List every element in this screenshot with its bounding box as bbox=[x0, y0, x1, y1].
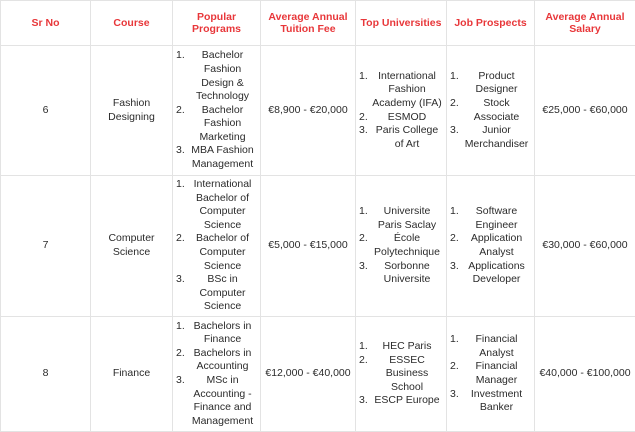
cell-jobs bbox=[447, 46, 535, 176]
jobs-list bbox=[450, 70, 531, 152]
cell-jobs bbox=[447, 176, 535, 317]
cell-programs bbox=[173, 46, 261, 176]
header-row bbox=[1, 1, 635, 46]
list-item: Software Engineer bbox=[475, 205, 518, 231]
table-row bbox=[1, 316, 635, 431]
header-universities: Top Universities bbox=[356, 1, 447, 46]
header-fee: Average Annual Tuition Fee bbox=[261, 1, 356, 46]
universities-list bbox=[359, 205, 443, 287]
list-item: ESCP Europe bbox=[374, 394, 440, 407]
programs-list bbox=[176, 178, 257, 314]
cell-fee: €12,000 - €40,000 bbox=[261, 316, 356, 431]
cell-salary: €30,000 - €60,000 bbox=[535, 176, 635, 317]
list-item: École Polytechnique bbox=[374, 232, 440, 258]
list-item: ESMOD bbox=[387, 110, 427, 123]
cell-fee: €5,000 - €15,000 bbox=[261, 176, 356, 317]
list-item: Financial Analyst bbox=[475, 333, 518, 359]
list-item: Sorbonne Universite bbox=[383, 259, 431, 286]
list-item: Stock Associate bbox=[473, 96, 520, 123]
header-jobs: Job Prospects bbox=[447, 1, 535, 46]
list-item: MBA Fashion Management bbox=[191, 144, 254, 171]
table-row bbox=[1, 46, 635, 176]
list-item: Bachelor of Computer Science bbox=[195, 232, 250, 272]
list-item: Universite Paris Saclay bbox=[377, 205, 437, 231]
jobs-list bbox=[450, 333, 531, 415]
list-item: International Fashion Academy (IFA) bbox=[372, 69, 442, 109]
cell-srno: 8 bbox=[1, 316, 91, 431]
cell-fee: €8,900 - €20,000 bbox=[261, 46, 356, 176]
cell-salary: €25,000 - €60,000 bbox=[535, 46, 635, 176]
universities-list bbox=[359, 340, 443, 408]
cell-srno: 7 bbox=[1, 176, 91, 317]
list-item: Bachelor Fashion Design & Technology bbox=[195, 49, 250, 103]
list-item: Junior Merchandiser bbox=[464, 124, 529, 150]
list-item: Product Designer bbox=[475, 69, 518, 96]
cell-programs bbox=[173, 316, 261, 431]
list-item: Investment Banker bbox=[470, 387, 523, 414]
programs-list bbox=[176, 320, 257, 429]
table-row bbox=[1, 176, 635, 317]
list-item: MSc in Accounting - Finance and Management bbox=[191, 373, 254, 427]
list-item: Applications Developer bbox=[468, 259, 525, 286]
jobs-list bbox=[450, 205, 531, 287]
list-item: HEC Paris bbox=[382, 339, 432, 352]
list-item: International Bachelor of Computer Science bbox=[193, 178, 252, 231]
universities-list bbox=[359, 70, 443, 152]
cell-jobs bbox=[447, 316, 535, 431]
cell-universities bbox=[356, 316, 447, 431]
programs-list bbox=[176, 49, 257, 171]
list-item: BSc in Computer Science bbox=[199, 273, 246, 313]
list-item: Financial Manager bbox=[475, 360, 518, 386]
cell-course: Computer Science bbox=[91, 176, 173, 317]
cell-course: Finance bbox=[91, 316, 173, 431]
cell-universities bbox=[356, 176, 447, 317]
cell-universities bbox=[356, 46, 447, 176]
list-item: Bachelors in Finance bbox=[193, 319, 252, 346]
list-item: Bachelors in Accounting bbox=[193, 346, 252, 373]
header-salary: Average Annual Salary bbox=[535, 1, 635, 46]
cell-salary: €40,000 - €100,000 bbox=[535, 316, 635, 431]
list-item: ESSEC Business School bbox=[385, 353, 429, 393]
cell-course: Fashion Designing bbox=[91, 46, 173, 176]
header-srno: Sr No bbox=[1, 1, 91, 46]
list-item: Application Analyst bbox=[470, 232, 523, 258]
header-course: Course bbox=[91, 1, 173, 46]
cell-srno: 6 bbox=[1, 46, 91, 176]
cell-programs bbox=[173, 176, 261, 317]
header-programs: Popular Programs bbox=[173, 1, 261, 46]
list-item: Bachelor Fashion Marketing bbox=[199, 103, 246, 143]
list-item: Paris College of Art bbox=[375, 124, 439, 150]
